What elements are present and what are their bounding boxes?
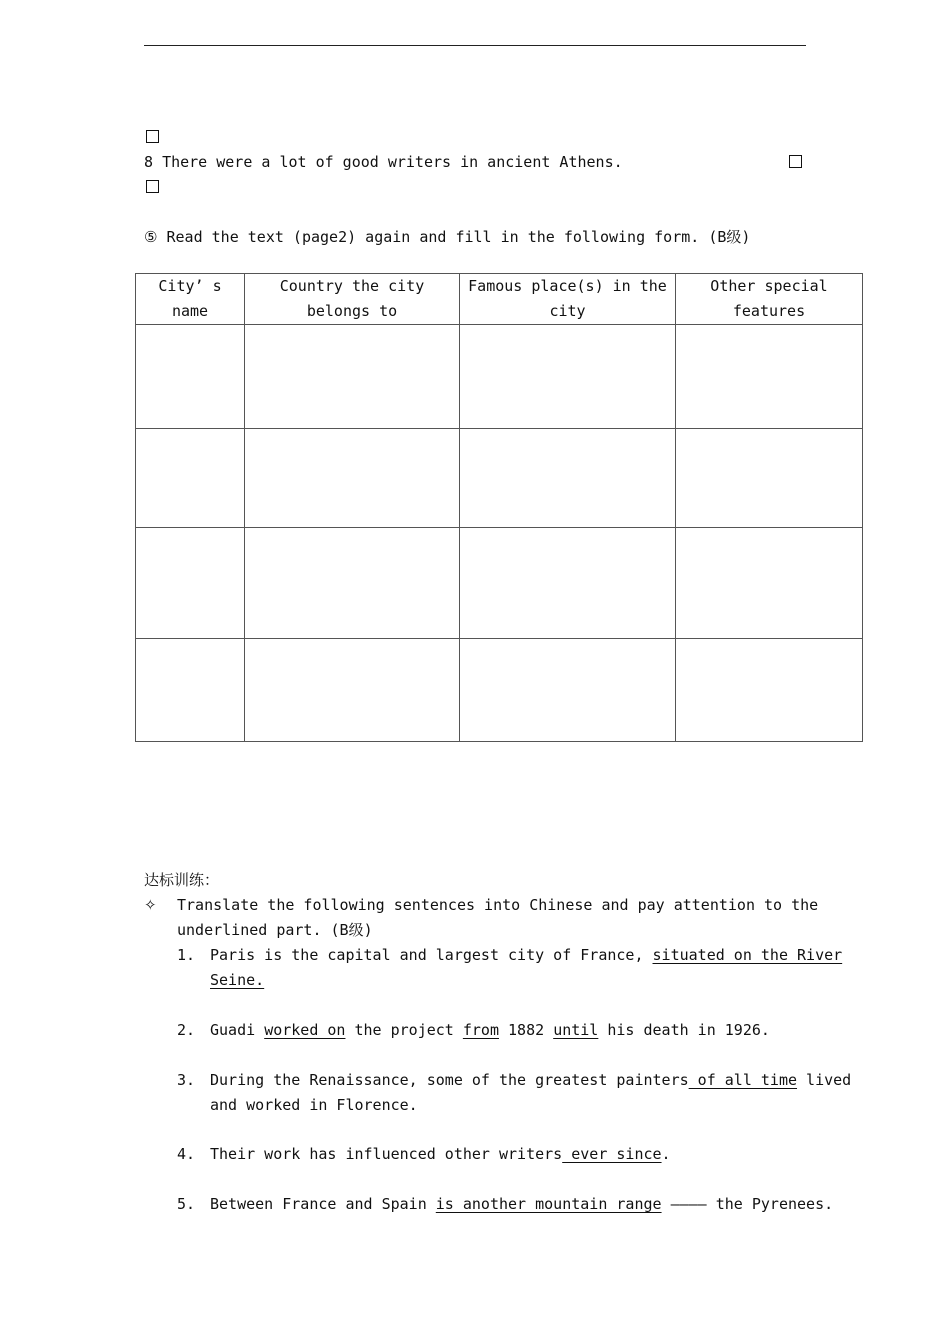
form-cell[interactable] (460, 528, 676, 639)
form-cell[interactable] (136, 429, 245, 528)
checkbox-above[interactable] (146, 130, 159, 143)
underlined-phrase: situated on the River (652, 946, 843, 964)
form-cell[interactable] (460, 429, 676, 528)
header-other-features: Other special features (676, 274, 863, 325)
item-text: ———— the Pyrenees. (661, 1195, 834, 1213)
form-header-row (136, 274, 863, 325)
checkbox-right[interactable] (789, 155, 802, 168)
city-info-form (135, 273, 863, 742)
item-text: During the Renaissance, some of the greatest painters (210, 1071, 689, 1089)
item-text: 1882 (499, 1021, 554, 1039)
item-text-group (210, 1070, 797, 1090)
item-3-line-1 (210, 1070, 852, 1090)
form-row (136, 325, 863, 429)
item-4-line (210, 1144, 671, 1164)
form-row (136, 429, 863, 528)
form-cell[interactable] (460, 639, 676, 742)
underlined-phrase: worked on (264, 1021, 346, 1039)
statement-8 (144, 152, 623, 172)
practice-heading: 达标训练： (144, 871, 220, 889)
item-5-line (210, 1194, 833, 1214)
item-number: 3. (177, 1071, 196, 1089)
statement-number: 8 (144, 153, 154, 171)
form-cell[interactable] (676, 639, 863, 742)
underlined-phrase: of all time (688, 1071, 798, 1089)
header-famous-places: Famous place(s) in the city (460, 274, 676, 325)
item-text: Paris is the capital and largest city of France, (210, 946, 653, 964)
item-text: his death in 1926. (598, 1021, 770, 1039)
form-cell[interactable] (245, 325, 460, 429)
item-number: 4. (177, 1145, 196, 1163)
item-text: the project (345, 1021, 463, 1039)
item-text: Their work has influenced other writers (210, 1145, 563, 1163)
practice-instruction-line-1: Translate the following sentences into Chinese and pay attention to the (177, 896, 819, 914)
form-cell[interactable] (676, 325, 863, 429)
underlined-phrase: until (553, 1021, 599, 1039)
item-3-line-2: and worked in Florence. (210, 1096, 418, 1114)
form-cell[interactable] (136, 528, 245, 639)
checkbox-below[interactable] (146, 180, 159, 193)
practice-instruction-line-2: underlined part. (B级) (177, 921, 373, 939)
item-text: . (661, 1145, 671, 1163)
item-number: 1. (177, 946, 196, 964)
item-text: Between France and Spain (210, 1195, 436, 1213)
item-number: 5. (177, 1195, 196, 1213)
item-2-line (210, 1020, 770, 1040)
underlined-phrase: ever since (562, 1145, 662, 1163)
form-row (136, 639, 863, 742)
item-1-line-2 (210, 970, 264, 990)
item-text: lived (797, 1071, 852, 1089)
circled-five-marker: ⑤ (144, 228, 158, 246)
instruction-text: Read the text (page2) again and fill in the following form. (B级) (166, 228, 751, 246)
underlined-phrase: from (462, 1021, 499, 1039)
item-1-line-1 (210, 945, 843, 965)
section-5-instruction (144, 227, 750, 247)
diamond-bullet-icon: ✧ (144, 896, 157, 914)
form-cell[interactable] (136, 639, 245, 742)
form-cell[interactable] (460, 325, 676, 429)
underlined-phrase: is another mountain range (435, 1195, 662, 1213)
header-city-name: City’ s name (136, 274, 245, 325)
form-cell[interactable] (245, 429, 460, 528)
form-cell[interactable] (245, 528, 460, 639)
statement-text: There were a lot of good writers in ancient Athens. (162, 153, 623, 171)
item-number: 2. (177, 1021, 196, 1039)
header-rule (144, 45, 806, 46)
item-text: Guadi (210, 1021, 265, 1039)
underlined-phrase: Seine. (210, 971, 265, 989)
header-country: Country the city belongs to (245, 274, 460, 325)
form-cell[interactable] (245, 639, 460, 742)
form-cell[interactable] (136, 325, 245, 429)
form-row (136, 528, 863, 639)
form-cell[interactable] (676, 528, 863, 639)
form-cell[interactable] (676, 429, 863, 528)
